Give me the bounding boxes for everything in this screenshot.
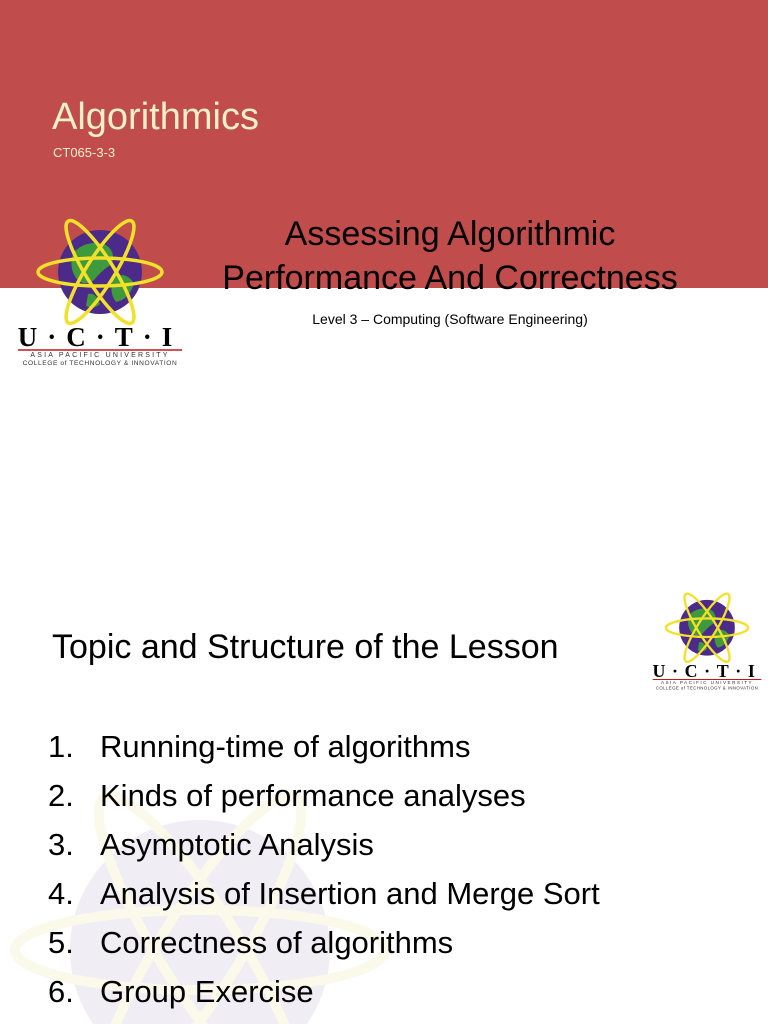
lecture-title-line2: Performance And Correctness [222, 259, 678, 297]
logo-acronym: U·C·T·I [652, 660, 762, 681]
list-item [48, 918, 600, 967]
list-label: Running-time of algorithms [100, 729, 471, 764]
lecture-title [190, 212, 710, 300]
list-label: Kinds of performance analyses [100, 778, 526, 813]
list-number: 6. [48, 974, 74, 1009]
logo-line2: COLLEGE of TECHNOLOGY & INNOVATION [22, 360, 178, 367]
ucti-logo [14, 214, 186, 370]
slide-title: Topic and Structure of the Lesson [52, 628, 559, 666]
list-number: 1. [48, 729, 74, 764]
ucti-logo-small [650, 585, 764, 697]
list-label: Asymptotic Analysis [100, 827, 374, 862]
list-label: Analysis of Insertion and Merge Sort [100, 876, 600, 911]
list-number: 3. [48, 827, 74, 862]
list-label: Correctness of algorithms [100, 925, 454, 960]
course-code: CT065-3-3 [53, 145, 116, 160]
lecture-title-line1: Assessing Algorithmic [284, 215, 616, 253]
list-item [48, 820, 600, 869]
list-label: Group Exercise [100, 974, 314, 1009]
list-item [48, 869, 600, 918]
logo-acronym: U·C·T·I [17, 322, 183, 352]
logo-line2: COLLEGE of TECHNOLOGY & INNOVATION [655, 685, 759, 691]
topic-list [48, 722, 600, 1016]
course-title: Algorithmics [52, 96, 259, 138]
list-number: 2. [48, 778, 74, 813]
logo-line1: ASIA PACIFIC UNIVERSITY [30, 352, 170, 359]
list-number: 5. [48, 925, 74, 960]
list-item [48, 722, 600, 771]
list-item [48, 771, 600, 820]
list-number: 4. [48, 876, 74, 911]
list-item [48, 967, 600, 1016]
logo-line1: ASIA PACIFIC UNIVERSITY [660, 680, 754, 686]
level-subtitle: Level 3 – Computing (Software Engineering) [312, 311, 588, 327]
